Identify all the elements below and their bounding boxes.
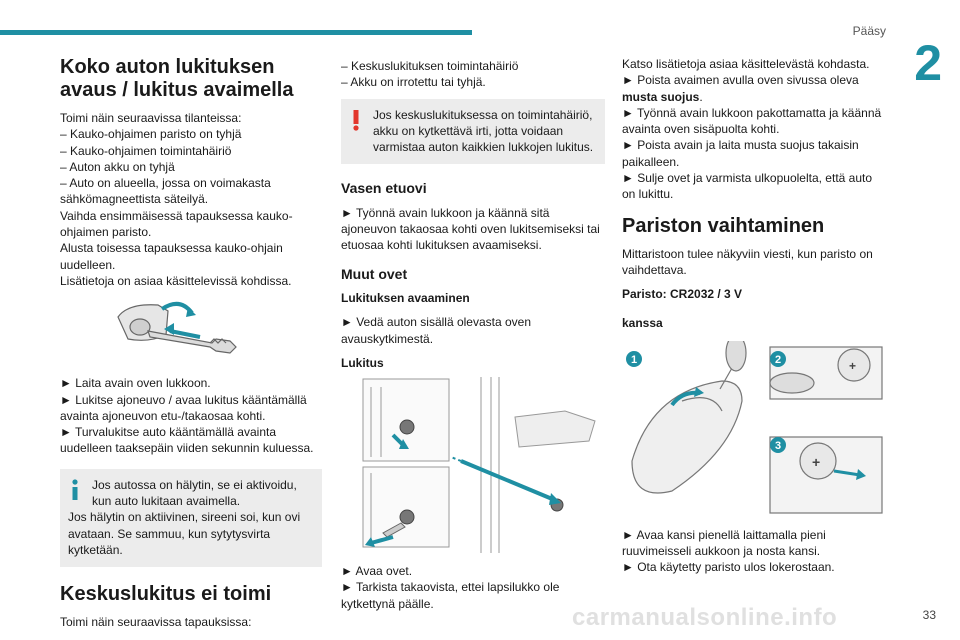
info-note-text-2: Jos hälytin on aktiivinen, sireeni soi, kun ovi avataan. Se sammuu, kun sytytysvirta kytketään. (68, 510, 301, 557)
heading-central-locking: Keskuslukitus ei toimi (60, 583, 272, 606)
step-item: ► Poista avain ja laita musta suojus takaisin paikalleen. (622, 138, 859, 169)
step-item: ► Laita avain oven lukkoon. (60, 376, 211, 391)
info-note (60, 469, 322, 567)
intro-text-2: Toimi näin seuraavissa tapauksissa: (60, 615, 252, 630)
bullet-item: – Auto on alueella, jossa on voimakasta (60, 176, 271, 191)
step-item: ► Avaa ovet. (341, 564, 413, 579)
step-item: ► Avaa kansi pienellä laittamalla pieni ruuvimeisseli aukkoon ja nosta kansi. (622, 527, 826, 559)
step-item: ► Lukitse ajoneuvo / avaa lukitus kääntämällä avainta ajoneuvon etu-/takaosaa kohti. (60, 392, 307, 423)
step-item: ► Sulje ovet ja varmista ulkopuolelta, että auto on lukittu. (622, 171, 873, 202)
figure-label-1: 1 (630, 353, 638, 366)
page-number: 33 (922, 608, 936, 622)
bullet-item: – Auton akku on tyhjä (60, 159, 175, 174)
svg-text:+: + (849, 358, 857, 373)
battery-spec: Paristo: CR2032 / 3 V (622, 287, 743, 302)
intro-text: Toimi näin seuraavissa tilanteissa: (60, 111, 242, 125)
bullet-item: – Akku on irrotettu tai tyhjä. (341, 75, 486, 90)
warning-note-text: Jos keskuslukituksessa on toimintahäiriö, akku on kytkettävä irti, jotta voidaan varmistaa auton kaikkien lukkojen lukitus. (373, 107, 594, 155)
paragraph: Lisätietoja on asiaa käsittelevissä kohdissa. (60, 273, 292, 288)
step-text: ► Poista avaimen avulla oven sivussa oleva (622, 73, 859, 88)
key-in-lock-illustration (60, 297, 322, 363)
heading-line-1: Koko auton lukituksen (60, 56, 275, 78)
battery-replacement-illustration (622, 341, 884, 519)
paragraph: Mittaristoon tulee näkyviin viesti, kun paristo on vaihdettava. (622, 246, 873, 277)
column-2 (341, 58, 605, 612)
info-note-text: Jos autossa on hälytin, se ei aktivoidu, kun auto lukitaan avaimella. (92, 477, 297, 509)
step-item: ► Turvalukitse auto kääntämällä avainta uudelleen taaksepäin viiden sekunnin kuluessa. (60, 425, 314, 456)
section-title: Pääsy (852, 24, 886, 38)
bullet-item: sähkömagneettista säteilyä. (60, 192, 209, 207)
step-text-end: . (699, 89, 703, 104)
warning-note (341, 99, 605, 165)
warning-icon (349, 109, 363, 131)
paragraph: Katso lisätietoja asiaa käsittelevästä kohdasta. (622, 57, 870, 71)
battery-with-label: kanssa (622, 315, 663, 330)
heading-line-2: avaus / lukitus avaimella (60, 79, 294, 101)
door-lock-illustration (341, 377, 605, 555)
header-accent-bar (0, 30, 472, 35)
paragraph: Vaihda ensimmäisessä tapauksessa kauko-ohjaimen paristo. (60, 208, 293, 240)
step-item: ► Vedä auton sisällä olevasta oven avauskytkimestä. (341, 315, 532, 346)
watermark: carmanualsonline.info (572, 604, 838, 631)
chapter-number: 2 (914, 35, 942, 91)
paragraph: Alusta toisessa tapauksessa kauko-ohjain uudelleen. (60, 241, 283, 272)
info-icon (68, 479, 82, 501)
step-item: ► Tarkista takaovista, ettei lapsilukko ole kytkettynä päälle. (341, 580, 560, 611)
svg-text:+: + (812, 453, 821, 470)
figure-label-3: 3 (774, 439, 782, 452)
heading-key-locking (60, 56, 322, 102)
bullet-item: – Kauko-ohjaimen paristo on tyhjä (60, 127, 242, 142)
figure-label-2: 2 (774, 353, 782, 366)
subheading-left-front-door: Vasen etuovi (341, 180, 427, 197)
column-3 (622, 56, 884, 576)
step-item: ► Ota käytetty paristo ulos lokerostaan. (622, 560, 835, 575)
step-item: ► Työnnä avain lukkoon pakottamatta ja käännä avainta oven sisäpuolta kohti. (622, 105, 882, 137)
minor-heading-locking: Lukitus (341, 355, 384, 370)
bullet-item: – Kauko-ohjaimen toimintahäiriö (60, 143, 232, 158)
heading-battery-replacement: Pariston vaihtaminen (622, 214, 825, 237)
step-bold-text: musta suojus (622, 89, 700, 104)
minor-heading-unlocking: Lukituksen avaaminen (341, 290, 470, 305)
column-1 (60, 56, 322, 631)
subheading-other-doors: Muut ovet (341, 265, 408, 282)
bullet-item: – Keskuslukituksen toimintahäiriö (341, 59, 519, 73)
step-item (622, 72, 884, 105)
step-item: ► Työnnä avain lukkoon ja käännä sitä ajoneuvon takaosaa kohti oven lukitsemiseksi tai etuosaa kohti lukituksen avaamiseksi. (341, 205, 600, 253)
